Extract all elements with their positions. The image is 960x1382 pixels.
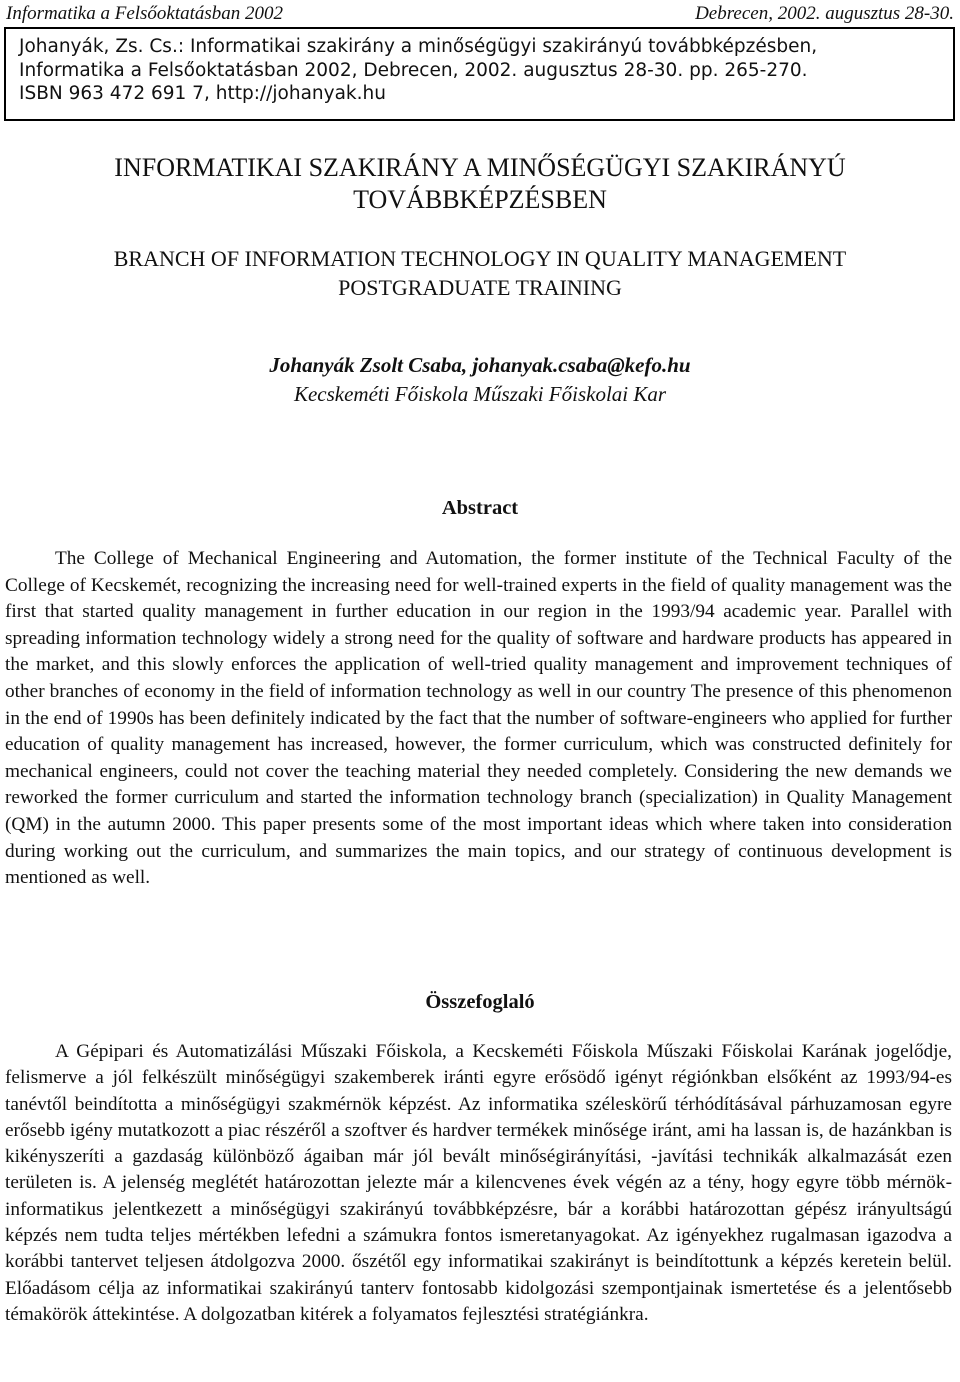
abstract-paragraph: The College of Mechanical Engineering and Automation, the former institute of the Technical Faculty of the College of Kecskemét, recognizing the increasing need for well-trained experts in the field of quality management was the first that started quality management in further education in our region in the 1993/94 academic year. Parallel with spreading information technology widely a strong need for the quality of software and hardware products has appeared in the market, and this slowly enforces the application of well-tried quality management and improvement techniques of other branches of economy in the field of information technology as well in our country The presence of this phenomenon in the end of 1990s has been definitely indicated by the fact that the number of software-engineers who applied for further education of quality management has increased, however, the former curriculum, which was constructed definitely for mechanical engineers, could not cover the teaching material they needed completely. Considering the new demands we reworked the former curriculum and started the information technology branch (specialization) in Quality Management (QM) in the autumn 2000. This paper presents some of the most important ideas which where taken into consideration during working out the curriculum, and summarizes the main topics, and our strategy of continuous development is mentioned as well.	[5, 548, 952, 889]
title-line: TOVÁBBKÉPZÉSBEN	[353, 185, 607, 214]
citation-line: Informatika a Felsőoktatásban 2002, Debrecen, 2002. augusztus 28-30. pp. 265-270.	[19, 59, 808, 81]
institution-line: Kecskeméti Főiskola Műszaki Főiskolai Kar	[293, 382, 667, 406]
citation-box	[4, 27, 955, 121]
paper-title	[0, 152, 960, 216]
summary-paragraph: A Gépipari és Automatizálási Műszaki Főiskola, a Kecskeméti Főiskola Műszaki Főiskolai Karának jogelődje, felismerve a jól felkészült minőségügyi szakemberek iránti egyre erősödő igényt régiónkban elsőként az 1993/94-es tanévtől beindította a minőségügyi szakmérnök képzést. Az informatika széleskörű térhódításával párhuzamosan egyre erősebb igény mutatkozott a piac részéről a szoftver és hardver termékek minősége iránt, ami ha lassan is, de hazánkban is kikényszeríti a gazdaság különböző ágaiban már jól bevált minőségirányítási, -javítási technikák alkalmazását ezen területen is. A jelenség meglétét határozottan jelezte már a kilencvenes évek végén az a tény, hogy egyre több mérnök-informatikus jelentkezett a minőségügyi szakirányú továbbképzésre, bár a korábbi határozottan gépész irányultságú képzés nem tudta teljes mértékben lefedni a számukra fontos ismeretanyagokat. Az igényekhez rugalmasan igazodva a korábbi tantervet teljesen átdolgozva 2000. őszétől egy informatikai szakirányt is beindítottunk a képzés keretein belül. Előadásom célja az informatikai szakirányú tanterv fontosabb kidolgozási szempontjainak ismertetése és a jelentősebb témakörök áttekintése. A dolgozatban kitérek a folyamatos fejlesztési stratégiánkra.	[5, 1041, 952, 1325]
running-header	[6, 0, 954, 28]
abstract-body	[5, 546, 952, 892]
summary-body	[5, 1039, 952, 1328]
abstract-heading: Abstract	[441, 497, 519, 519]
english-title	[0, 244, 960, 302]
header-conference: Informatika a Felsőoktatásban 2002	[6, 3, 284, 24]
author-line: Johanyák Zsolt Csaba, johanyak.csaba@kefo.hu	[269, 353, 691, 377]
subtitle-line: POSTGRADUATE TRAINING	[338, 275, 622, 300]
citation-line: ISBN 963 472 691 7, http://johanyak.hu	[19, 83, 386, 104]
citation-line: Johanyák, Zs. Cs.: Informatikai szakirány a minőségügyi szakirányú továbbképzésben,	[19, 36, 818, 57]
summary-heading: Összefoglaló	[425, 991, 535, 1013]
title-line: INFORMATIKAI SZAKIRÁNY A MINŐSÉGÜGYI SZAKIRÁNYÚ	[114, 153, 846, 182]
header-date: Debrecen, 2002. augusztus 28-30.	[695, 3, 954, 24]
subtitle-line: BRANCH OF INFORMATION TECHNOLOGY IN QUALITY MANAGEMENT	[113, 246, 847, 271]
